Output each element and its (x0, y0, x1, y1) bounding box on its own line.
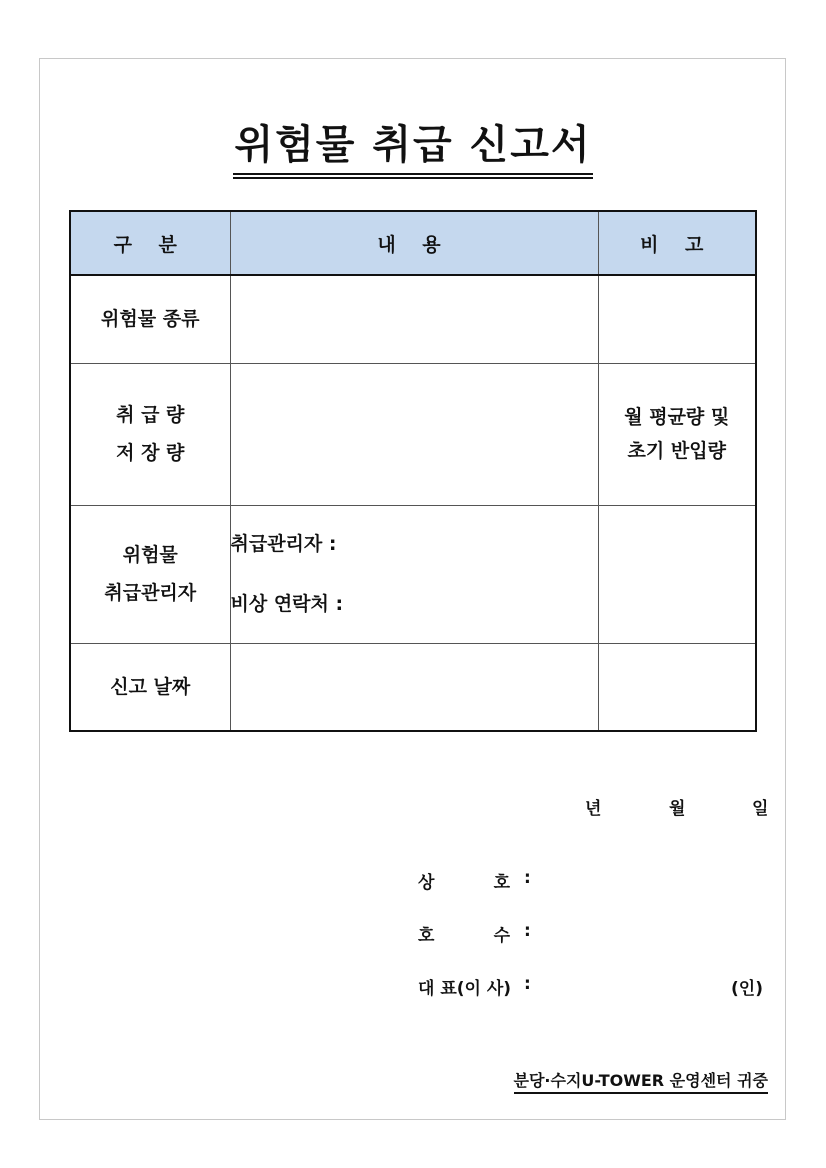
seal-mark: (인) (731, 979, 763, 999)
representative-label: 대 표(이 사) (418, 979, 512, 999)
input-quantity[interactable] (230, 363, 598, 505)
row-manager (70, 505, 756, 643)
note-report-date[interactable] (598, 643, 756, 731)
document-title-wrap (0, 118, 826, 179)
company-colon: : (524, 868, 531, 888)
document-title: 위험물 취급 신고서 (233, 118, 594, 179)
header-content: 내 용 (230, 211, 598, 275)
table-header-row (70, 211, 756, 275)
emergency-contact-label: 비상 연락처 : (230, 593, 344, 615)
note-manager[interactable] (598, 505, 756, 643)
row-hazard-type (70, 275, 756, 363)
label-hazard-type: 위험물 종류 (70, 275, 230, 363)
recipient-footer: 분당·수지U-TOWER 운영센터 귀중 (514, 1068, 768, 1094)
input-manager[interactable] (230, 505, 598, 643)
label-quantity: 취 급 량 저 장 량 (70, 363, 230, 505)
input-hazard-type[interactable] (230, 275, 598, 363)
note-hazard-type[interactable] (598, 275, 756, 363)
label-manager: 위험물 취급관리자 (70, 505, 230, 643)
date-year: 년 (585, 799, 602, 819)
note-quantity: 월 평균량 및 초기 반입량 (598, 363, 756, 505)
report-table (69, 210, 757, 732)
label-report-date: 신고 날짜 (70, 643, 230, 731)
date-month: 월 (669, 799, 686, 819)
room-label: 호 수 (418, 926, 511, 946)
input-report-date[interactable] (230, 643, 598, 731)
company-label: 상 호 (418, 873, 511, 893)
row-quantity (70, 363, 756, 505)
manager-name-label: 취급관리자 : (230, 533, 337, 555)
header-note: 비 고 (598, 211, 756, 275)
representative-colon: : (524, 974, 531, 994)
date-day: 일 (752, 799, 769, 819)
header-category: 구 분 (70, 211, 230, 275)
room-colon: : (524, 921, 531, 941)
row-report-date (70, 643, 756, 731)
